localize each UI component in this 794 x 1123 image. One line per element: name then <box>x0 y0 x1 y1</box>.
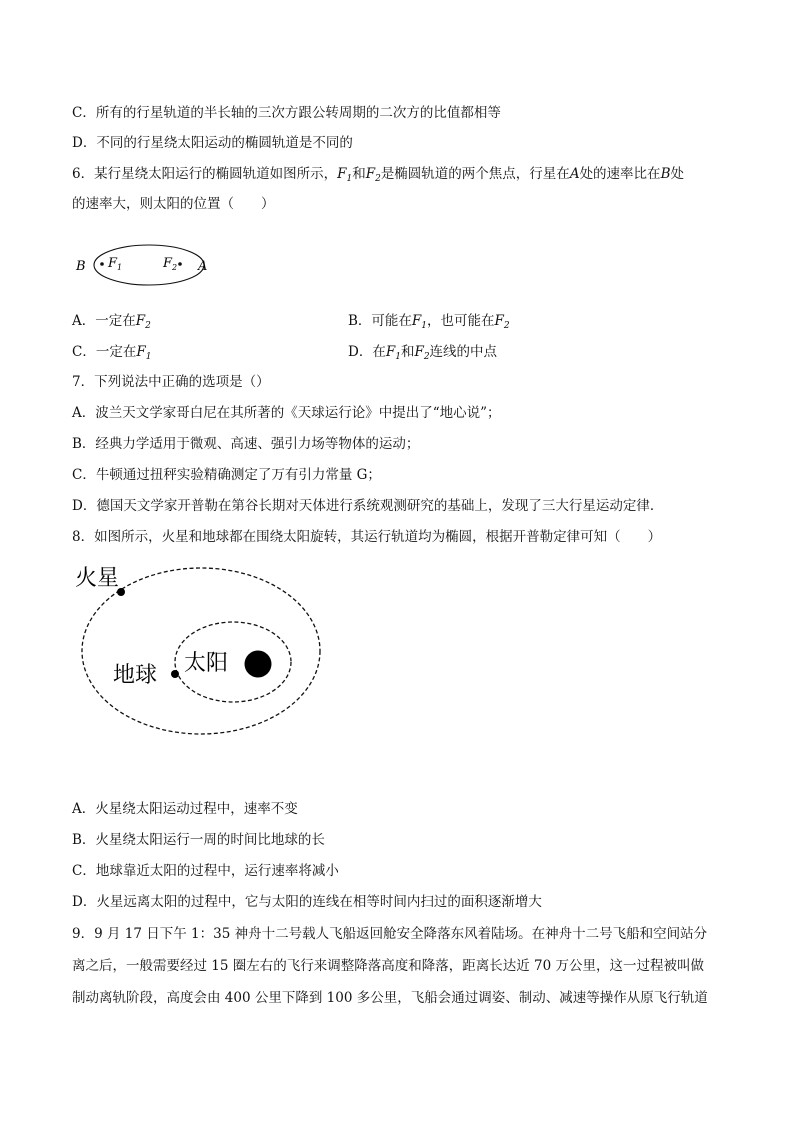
q6-focus-f1-dot <box>100 262 104 266</box>
q6-label-b: B <box>76 259 86 274</box>
q6-option-c: C．一定在$F_1$ <box>72 344 152 362</box>
q7-option-d: D．德国天文学家开普勒在第谷长期对天体进行系统观测研究的基础上，发现了三大行星运动定律． <box>72 498 664 514</box>
q6-focus-f2-dot <box>178 262 182 266</box>
q5-option-d: D．不同的行星绕太阳运动的椭圆轨道是不同的 <box>72 135 353 151</box>
q6-option-a: A．一定在$F_2$ <box>72 313 151 331</box>
q7-option-a: A．波兰天文学家哥白尼在其所著的《天球运行论》中提出了“地心说”； <box>72 405 501 421</box>
q8-earth-dot <box>171 670 179 678</box>
q8-stem: 8．如图所示，火星和地球都在围绕太阳旋转，其运行轨道均为椭圆，根据开普勒定律可知（ ） <box>72 529 662 545</box>
q7-stem: 7．下列说法中正确的选项是（） <box>72 374 270 390</box>
q8-sun-disc <box>245 651 272 678</box>
q6-stem-line2: 的速率大，则太阳的位置（ ） <box>72 196 275 212</box>
q9-line-2: 离之后，一般需要经过 15 圈左右的飞行来调整降落高度和降落，距离长达近 70 万公里，这一过程被叫做 <box>72 958 705 974</box>
q8-option-c: C．地球靠近太阳的过程中，运行速率将减小 <box>72 863 339 879</box>
q7-option-c: C．牛顿通过扭秤实验精确测定了万有引力常量 G； <box>72 467 381 483</box>
q6-label-a: A <box>198 259 208 274</box>
q6-orbit-figure <box>72 238 212 288</box>
q8-option-d: D．火星远离太阳的过程中，它与太阳的连线在相等时间内扫过的面积逐渐增大 <box>72 894 542 910</box>
q8-label-mars: 火星 <box>75 566 120 591</box>
q6-option-d: D．在$F_1$和$F_2$连线的中点 <box>348 344 498 362</box>
q8-option-b: B．火星绕太阳运行一周的时间比地球的长 <box>72 832 325 848</box>
q6-stem-line1: 6．某行星绕太阳运行的椭圆轨道如图所示，$F_1$和$F_2$是椭圆轨道的两个焦点，行星在A处的速率比在B处 <box>72 166 684 184</box>
q6-option-b: B．可能在$F_1$，也可能在$F_2$ <box>348 313 510 331</box>
q8-label-earth: 地球 <box>113 663 158 688</box>
q8-orbit-figure <box>68 558 338 778</box>
q8-label-sun: 太阳 <box>184 651 229 676</box>
q6-label-f2: $F_2$ <box>163 256 178 272</box>
q7-option-b: B．经典力学适用于微观、高速、强引力场等物体的运动； <box>72 436 420 452</box>
q5-option-c: C．所有的行星轨道的半长轴的三次方跟公转周期的二次方的比值都相等 <box>72 105 501 121</box>
q8-option-a: A．火星绕太阳运动过程中，速率不变 <box>72 801 298 817</box>
q6-label-f1: $F_1$ <box>108 256 123 272</box>
q9-line-1: 9．9 月 17 日下午 1：35 神舟十二号载人飞船返回舱安全降落东风着陆场。在神舟十二号飞船和空间站分 <box>72 926 708 942</box>
q9-line-3: 制动离轨阶段，高度会由 400 公里下降到 100 多公里，飞船会通过调姿、制动、减速等操作从原飞行轨道 <box>72 990 708 1006</box>
